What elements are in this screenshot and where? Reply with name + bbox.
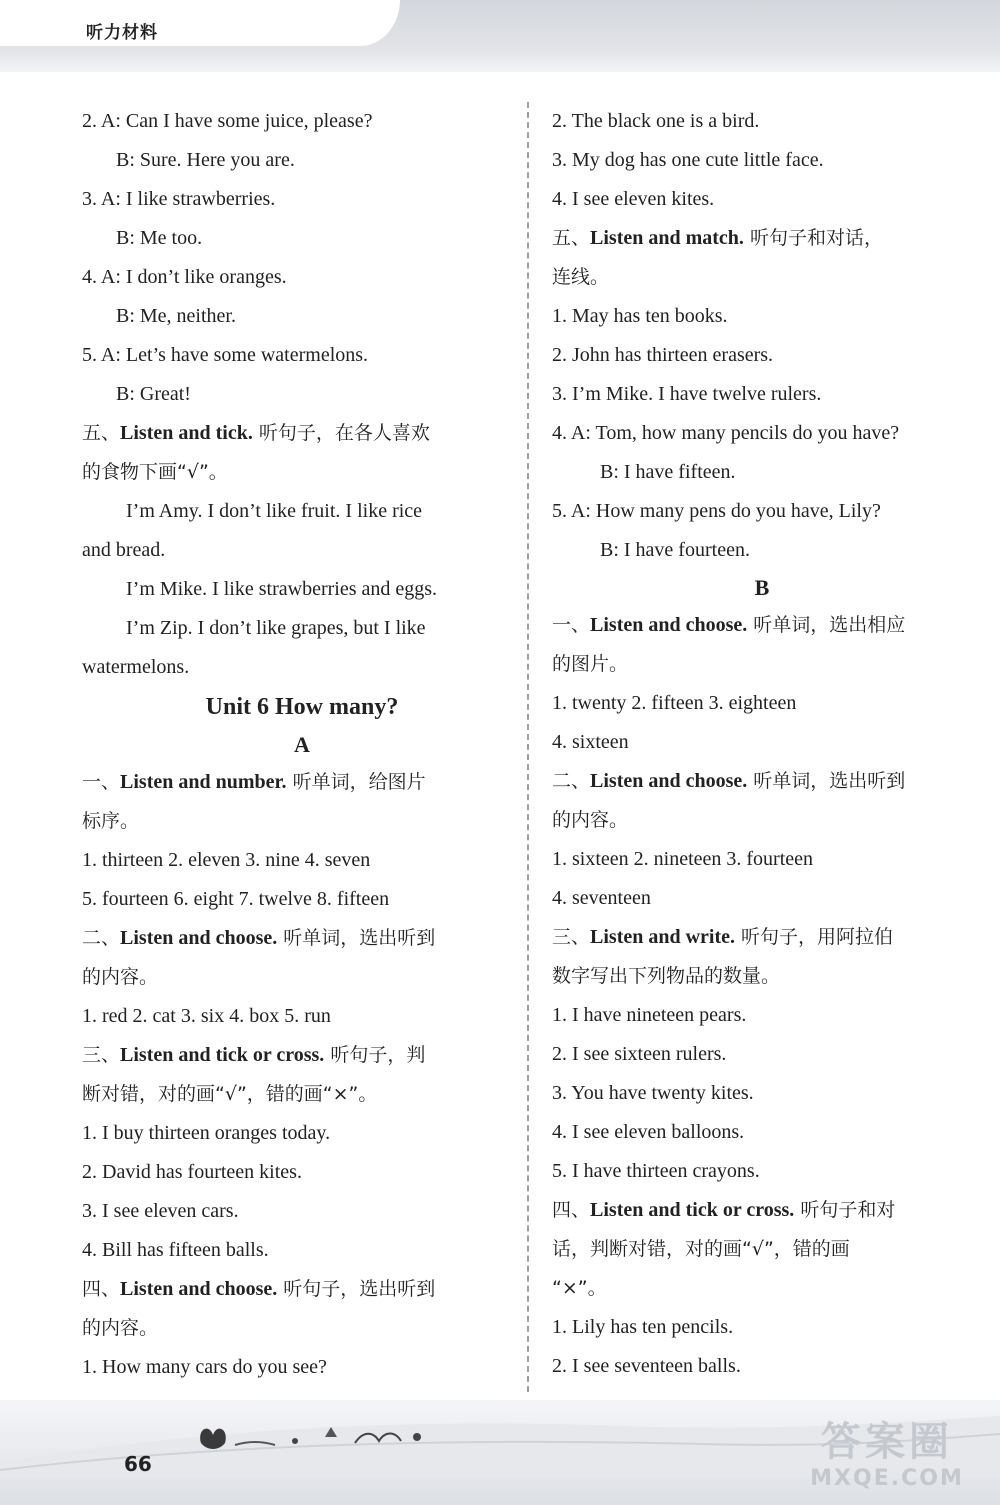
text-line <box>552 645 972 684</box>
text-line: B: Me, neither. <box>116 305 236 327</box>
chinese-text: 的内容。 <box>552 809 629 831</box>
section-heading <box>552 918 972 957</box>
text-line: 5. A: How many pens do you have, Lily? <box>552 500 881 522</box>
section-heading <box>82 1036 522 1075</box>
section-number: 五、 <box>552 227 591 249</box>
text-line: 5. fourteen 6. eight 7. twelve 8. fifteen <box>82 888 390 910</box>
text-line: 4. sixteen <box>552 731 629 753</box>
section-title: Listen and write. <box>590 926 736 948</box>
text-line <box>82 958 522 997</box>
text-line: 1. May has ten books. <box>552 305 728 327</box>
section-title: Listen and tick or cross. <box>120 1044 325 1066</box>
section-title: Listen and tick or cross. <box>590 1199 795 1221</box>
section-instruction: 听句子和对话， <box>743 227 883 249</box>
chinese-text: 断对错，对的画“√”，错的画“×”。 <box>82 1083 378 1105</box>
watermark-main: 答案圈 <box>821 1419 953 1465</box>
section-heading <box>82 1270 522 1309</box>
text-line: 4. A: Tom, how many pencils do you have? <box>552 422 900 444</box>
text-line: 4. I see eleven balloons. <box>552 1121 745 1143</box>
part-title: B <box>754 575 770 600</box>
text-line: B: I have fourteen. <box>600 539 750 561</box>
right-column <box>552 102 972 1386</box>
section-title: Listen and match. <box>590 227 744 249</box>
text-line: 1. thirteen 2. eleven 3. nine 4. seven <box>82 849 371 871</box>
text-line <box>552 801 972 840</box>
section-title: Listen and choose. <box>120 927 278 949</box>
section-heading <box>82 919 522 958</box>
text-line: I’m Zip. I don’t like grapes, but I like <box>126 617 426 639</box>
text-line: 4. Bill has fifteen balls. <box>82 1239 269 1261</box>
text-line: 5. A: Let’s have some watermelons. <box>82 344 369 366</box>
text-line: B: I have fifteen. <box>600 461 736 483</box>
section-title: Listen and number. <box>120 771 287 793</box>
text-line <box>552 957 972 996</box>
section-number: 一、 <box>82 771 121 793</box>
text-line: 2. I see seventeen balls. <box>552 1355 741 1377</box>
section-instruction: 听单词，选出听到 <box>277 927 436 949</box>
text-line: 1. I have nineteen pears. <box>552 1004 747 1026</box>
text-line: watermelons. <box>82 656 190 678</box>
text-line: 3. A: I like strawberries. <box>82 188 276 210</box>
text-line: 1. I buy thirteen oranges today. <box>82 1122 331 1144</box>
butterfly-flower-decoration <box>195 1415 435 1455</box>
text-line: 4. I see eleven kites. <box>552 188 715 210</box>
section-number: 四、 <box>82 1278 121 1300</box>
text-line: 1. How many cars do you see? <box>82 1356 327 1378</box>
section-instruction: 听单词，选出听到 <box>747 770 906 792</box>
section-instruction: 听句子，在各人喜欢 <box>252 422 430 444</box>
chinese-text: 的图片。 <box>552 653 629 675</box>
text-line: 2. David has fourteen kites. <box>82 1161 302 1183</box>
text-line <box>82 1309 522 1348</box>
section-heading <box>552 762 972 801</box>
column-divider <box>527 102 529 1392</box>
text-line <box>552 258 972 297</box>
section-number: 二、 <box>552 770 591 792</box>
chinese-text: 连线。 <box>552 266 610 288</box>
text-line: 3. My dog has one cute little face. <box>552 149 824 171</box>
section-number: 一、 <box>552 614 591 636</box>
text-line: 2. John has thirteen erasers. <box>552 344 774 366</box>
page-number: 66 <box>124 1452 152 1476</box>
section-instruction: 听句子和对 <box>794 1199 896 1221</box>
text-line: 1. red 2. cat 3. six 4. box 5. run <box>82 1005 331 1027</box>
watermark-logo <box>782 1418 992 1498</box>
section-heading <box>82 414 522 453</box>
section-title: Listen and choose. <box>120 1278 278 1300</box>
section-heading <box>82 763 522 802</box>
part-title: A <box>294 732 310 757</box>
section-instruction: 听单词，给图片 <box>286 771 426 793</box>
chinese-text: 的食物下画“√”。 <box>82 461 228 483</box>
section-heading <box>552 606 972 645</box>
header-tab <box>0 0 400 46</box>
chinese-text: 的内容。 <box>82 1317 159 1339</box>
section-number: 三、 <box>82 1044 121 1066</box>
section-heading <box>552 219 972 258</box>
text-line: 2. The black one is a bird. <box>552 110 760 132</box>
text-line: 2. A: Can I have some juice, please? <box>82 110 373 132</box>
text-line: 3. You have twenty kites. <box>552 1082 754 1104</box>
text-line: 3. I see eleven cars. <box>82 1200 239 1222</box>
text-line <box>82 802 522 841</box>
section-heading <box>552 1191 972 1230</box>
text-line: 2. I see sixteen rulers. <box>552 1043 727 1065</box>
text-line: 1. Lily has ten pencils. <box>552 1316 734 1338</box>
text-line: B: Me too. <box>116 227 203 249</box>
section-number: 五、 <box>82 422 121 444</box>
text-line <box>552 1230 972 1269</box>
text-line: 1. twenty 2. fifteen 3. eighteen <box>552 692 797 714</box>
unit-title: Unit 6 How many? <box>205 694 399 720</box>
section-instruction: 听句子，选出听到 <box>277 1278 436 1300</box>
left-column <box>82 102 522 1387</box>
text-line <box>552 1269 972 1308</box>
section-title: Listen and tick. <box>120 422 253 444</box>
section-number: 二、 <box>82 927 121 949</box>
text-line: B: Great! <box>116 383 191 405</box>
watermark-url: MXQE.COM <box>810 1466 964 1491</box>
chinese-text: 标序。 <box>82 810 140 832</box>
text-line: and bread. <box>82 539 166 561</box>
page-header-title: 听力材料 <box>86 23 158 43</box>
section-title: Listen and choose. <box>590 770 748 792</box>
section-instruction: 听句子，用阿拉伯 <box>735 926 894 948</box>
section-instruction: 听句子，判 <box>324 1044 426 1066</box>
text-line: 4. A: I don’t like oranges. <box>82 266 287 288</box>
text-line: 3. I’m Mike. I have twelve rulers. <box>552 383 822 405</box>
chinese-text: “×”。 <box>552 1277 607 1299</box>
text-line <box>82 453 522 492</box>
text-line <box>82 1075 522 1114</box>
chinese-text: 数字写出下列物品的数量。 <box>552 965 781 987</box>
section-number: 四、 <box>552 1199 591 1221</box>
section-instruction: 听单词，选出相应 <box>747 614 906 636</box>
text-line: B: Sure. Here you are. <box>116 149 295 171</box>
chinese-text: 话，判断对错，对的画“√”，错的画 <box>552 1238 850 1260</box>
text-line: 5. I have thirteen crayons. <box>552 1160 760 1182</box>
text-line: 1. sixteen 2. nineteen 3. fourteen <box>552 848 814 870</box>
section-title: Listen and choose. <box>590 614 748 636</box>
section-number: 三、 <box>552 926 591 948</box>
text-line: 4. seventeen <box>552 887 651 909</box>
chinese-text: 的内容。 <box>82 966 159 988</box>
text-line: I’m Mike. I like strawberries and eggs. <box>126 578 438 600</box>
text-line: I’m Amy. I don’t like fruit. I like rice <box>126 500 423 522</box>
